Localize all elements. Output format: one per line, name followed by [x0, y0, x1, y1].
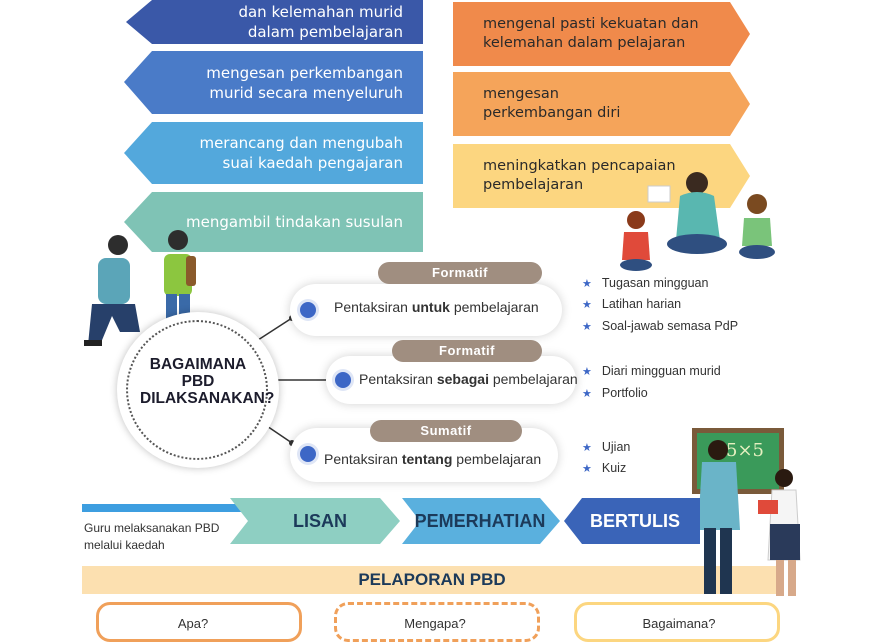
- reporting-card-mengapa-title: Mengapa?: [360, 614, 510, 634]
- item-portfolio: ★ Portfolio: [582, 386, 648, 400]
- item-soal-jawab: ★ Soal-jawab semasa PdP: [582, 319, 739, 333]
- item-latihan: ★ Latihan harian: [582, 297, 682, 311]
- reporting-card-apa-title: Apa?: [118, 614, 268, 634]
- assessment-label-tentang: Pentaksiran tentang pembelajaran: [324, 451, 542, 467]
- left-tag-2: mengesan perkembangan murid secara menyeluruh: [206, 63, 403, 102]
- right-tag-3: meningkatkan pencapaian pembelajaran: [483, 158, 676, 193]
- reporting-title: PELAPORAN PBD: [358, 570, 506, 589]
- assessment-label-sebagai: Pentaksiran sebagai pembelajaran: [359, 371, 578, 387]
- star-icon: ★: [582, 441, 592, 454]
- star-icon: ★: [582, 298, 592, 311]
- item-diari: ★ Diari mingguan murid: [582, 364, 721, 378]
- right-tag-2: mengesan perkembangan diri: [483, 86, 621, 121]
- badge-formatif-1: Formatif: [378, 262, 542, 284]
- right-tag-1: mengenal pasti kekuatan dan kelemahan dalam pelajaran: [483, 16, 699, 51]
- assessment-label-untuk: Pentaksiran untuk pembelajaran: [334, 299, 539, 315]
- star-icon: ★: [582, 320, 592, 333]
- method-pemerhatian: PEMERHATIAN: [414, 510, 546, 531]
- method-lisan: LISAN: [293, 510, 347, 531]
- item-kuiz: ★ Kuiz: [582, 461, 627, 475]
- badge-sumatif: Sumatif: [370, 420, 522, 442]
- item-ujian: ★ Ujian: [582, 440, 631, 454]
- star-icon: ★: [582, 277, 592, 290]
- bullet-dot: [300, 446, 316, 462]
- blackboard-text: 5×5: [726, 440, 764, 461]
- left-tag-4: mengambil tindakan susulan: [186, 213, 403, 231]
- badge-formatif-2: Formatif: [392, 340, 542, 362]
- bullet-dot: [300, 302, 316, 318]
- star-icon: ★: [582, 365, 592, 378]
- methods-caption: Guru melaksanakan PBD melalui kaedah: [84, 521, 220, 552]
- left-tag-3: merancang dan mengubah suai kaedah pengajaran: [199, 134, 403, 172]
- method-bertulis: BERTULIS: [590, 510, 680, 531]
- reporting-card-bagaimana-title: Bagaimana?: [604, 614, 754, 634]
- bullet-dot: [335, 372, 351, 388]
- star-icon: ★: [582, 387, 592, 400]
- left-tag-1: dan kelemahan murid dalam pembelajaran: [238, 3, 403, 41]
- center-question: BAGAIMANA PBD DILAKSANAKAN?: [140, 356, 275, 407]
- star-icon: ★: [582, 462, 592, 475]
- item-tugasan: ★ Tugasan mingguan: [582, 276, 709, 290]
